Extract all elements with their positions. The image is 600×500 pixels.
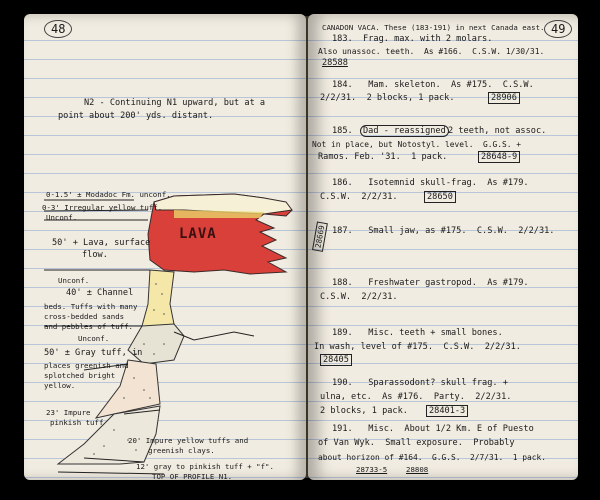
entry-190-line1: 190. Sparassodont? skull frag. + <box>332 378 508 388</box>
label-unconf-3: Unconf. <box>46 213 78 222</box>
right-page <box>308 14 578 480</box>
entry-186-line1: 186. Isotemnid skull-frag. As #179. <box>332 178 529 188</box>
left-page <box>24 14 306 480</box>
entry-185-number: 185. <box>332 126 353 136</box>
entry-185-line1: 2 teeth, not assoc. <box>448 126 547 136</box>
entry-191-catalog-1: 28733-5 <box>356 465 388 474</box>
label-channel-1: 40' ± Channel <box>66 288 134 298</box>
label-channel-2: beds. Tuffs with many <box>44 302 138 311</box>
entry-186-line2: C.S.W. 2/2/31. <box>320 192 398 202</box>
label-unconf-4: Unconf. <box>58 276 90 285</box>
label-impure-1: 23' Impure <box>46 408 91 417</box>
label-gray-1: 50' ± Gray tuff, in <box>44 348 143 358</box>
left-heading-line1: N2 - Continuing N1 upward, but at a <box>84 98 266 108</box>
entry-191-line2: of Van Wyk. Small exposure. Probably <box>318 438 515 448</box>
entry-185-reassigned: Dad - reassigned <box>360 126 449 137</box>
label-channel-4: and pebbles of tuff. <box>44 322 133 331</box>
entry-191-line3: about horizon of #164. G.G.S. 2/7/31. 1 pack. <box>318 453 547 462</box>
entry-190-catalog: 28401-3 <box>426 406 468 417</box>
entry-186-catalog: 28650 <box>424 192 456 203</box>
entry-187-catalog: 28669 <box>312 222 328 252</box>
entry-183-catalog: 28588 <box>322 58 348 68</box>
label-gray-3: splotched bright <box>44 371 116 380</box>
left-heading-line2: point about 200' yds. distant. <box>58 111 214 121</box>
entry-190-line3: 2 blocks, 1 pack. <box>320 406 408 416</box>
label-lava-2: flow. <box>82 250 108 260</box>
entry-185-catalog: 28648-9 <box>478 152 520 163</box>
entry-189-line2: In wash, level of #175. C.S.W. 2/2/31. <box>314 342 521 352</box>
label-top-of-profile: TOP OF PROFILE N1. <box>152 472 233 480</box>
right-page-number: 49 <box>544 22 572 36</box>
label-gray-4: yellow. <box>44 381 76 390</box>
label-channel-3: cross-bedded sands <box>44 312 125 321</box>
entry-185-line2: Not in place, but Notostyl. level. G.G.S. + <box>312 140 522 149</box>
right-header: CANADON VACA. These (183-191) in next Canada east. <box>322 23 545 32</box>
entry-184-catalog: 28906 <box>488 93 520 104</box>
entry-184-line1: 184. Mam. skeleton. As #175. C.S.W. <box>332 80 534 90</box>
label-unconf-2: 0-3' Irregular yellow tuff. <box>42 203 163 212</box>
left-page-number: 48 <box>44 22 72 36</box>
notebook <box>18 14 584 484</box>
entry-190-line2: ulna, etc. As #176. Party. 2/2/31. <box>320 392 512 402</box>
label-impure-2: pinkish tuff <box>50 418 104 427</box>
label-unconf-1: 0-1.5' ± Modadoc Fm. unconf. <box>46 190 171 199</box>
entry-185-line3: Ramos. Feb. '31. 1 pack. <box>318 152 448 162</box>
label-impure-3: 20' Impure yellow tuffs and <box>128 436 249 445</box>
label-gray-pinkish: 12' gray to pinkish tuff + "f". <box>136 462 274 471</box>
label-unconf-5: Unconf. <box>78 334 110 343</box>
entry-187-line1: 187. Small jaw, as #175. C.S.W. 2/2/31. <box>332 226 555 236</box>
label-gray-2: places greenish and <box>44 361 129 370</box>
entry-183-line2: Also unassoc. teeth. As #166. C.S.W. 1/30/31. <box>318 47 545 56</box>
entry-191-line1: 191. Misc. About 1/2 Km. E of Puesto <box>332 424 534 434</box>
entry-188-line1: 188. Freshwater gastropod. As #179. <box>332 278 529 288</box>
label-impure-4: greenish clays. <box>148 446 215 455</box>
channel-beds-column <box>142 270 174 330</box>
entry-183-line1: 183. Frag. max. with 2 molars. <box>332 34 493 44</box>
entry-184-line2: 2/2/31. 2 blocks, 1 pack. <box>320 93 455 103</box>
lava-label: LAVA <box>179 226 217 242</box>
entry-191-catalog-2: 28808 <box>406 465 429 474</box>
label-lava-1: 50' + Lava, surface <box>52 238 151 248</box>
entry-188-line2: C.S.W. 2/2/31. <box>320 292 398 302</box>
entry-189-line1: 189. Misc. teeth + small bones. <box>332 328 503 338</box>
entry-189-catalog: 28405 <box>320 355 352 366</box>
